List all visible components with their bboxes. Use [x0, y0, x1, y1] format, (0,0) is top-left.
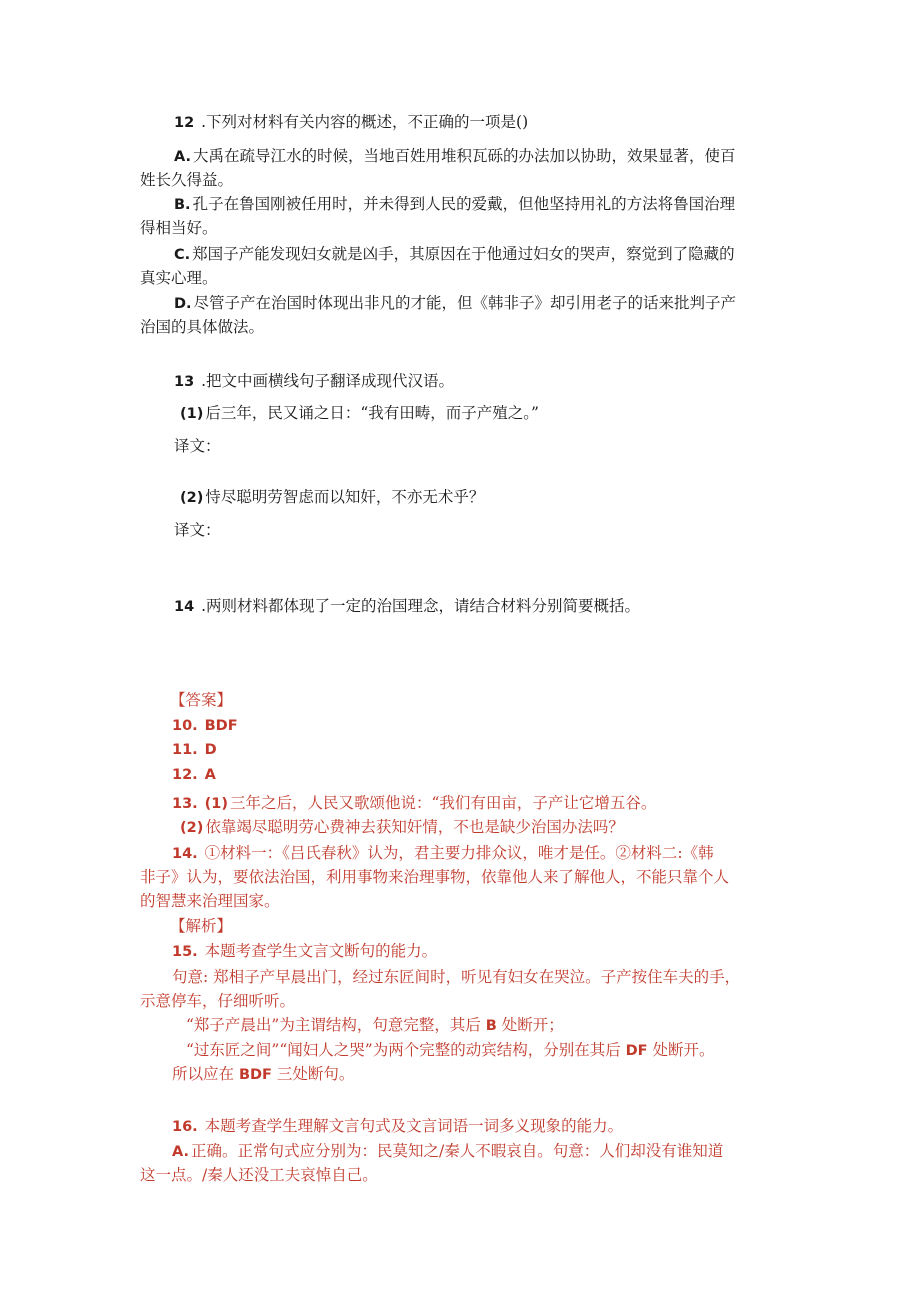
- q12-option-d: D. 尽管子产在治国时体现出非凡的才能，但《韩非子》却引用老子的话来批判子产: [174, 294, 737, 312]
- analysis-16: 16. 本题考查学生理解文言句式及文言词语一词多义现象的能力。: [172, 1117, 624, 1135]
- answer-13-1: 13. (1) 三年之后，人民又歌颂他说：“我们有田亩，子产让它增五谷。: [172, 794, 657, 812]
- q12-stem: 12 .下列对材料有关内容的概述，不正确的一项是(): [174, 113, 529, 131]
- q13-sentence-2: (2) 恃尽聪明劳智虑而以知奸，不亦无术乎？: [180, 488, 485, 506]
- answer-10: 10. BDF: [172, 718, 238, 734]
- analysis-15-point-2: “过东匠之间”“闻妇人之哭”为两个完整的动宾结构，分别在其后 DF 处断开。: [186, 1041, 715, 1059]
- analysis-15-meaning-cont: 示意停车，仔细听听。: [140, 992, 296, 1010]
- q13-sentence-1: (1) 后三年，民又诵之日：“我有田畴，而子产殖之。”: [180, 404, 539, 422]
- q13-translation-label-1: 译文：: [174, 437, 221, 455]
- answer-14-cont-2: 的智慧来治理国家。: [140, 892, 280, 910]
- q12-option-b: B. 孔子在鲁国刚被任用时，并未得到人民的爱戴，但他坚持用礼的方法将鲁国治理: [174, 195, 736, 213]
- analysis-15: 15. 本题考查学生文言文断句的能力。: [172, 942, 438, 960]
- q12-option-c-cont: 真实心理。: [140, 269, 218, 287]
- q14-stem: 14 .两则材料都体现了一定的治国理念，请结合材料分别简要概括。: [174, 597, 641, 615]
- answer-13-2: (2) 依靠竭尽聪明劳心费神去获知奸情，不也是缺少治国办法吗？: [180, 818, 624, 836]
- analysis-15-conclusion: 所以应在 BDF 三处断句。: [172, 1065, 355, 1083]
- analysis-15-meaning: 句意: 郑相子产早晨出门，经过东匠间时，听见有妇女在哭泣。子产按住车夫的手，: [172, 968, 741, 986]
- answer-14: 14. ①材料一：《吕氏春秋》认为，君主要力排众议，唯才是任。②材料二:《韩: [172, 844, 714, 862]
- q12-option-b-cont: 得相当好。: [140, 219, 218, 237]
- answer-11: 11. D: [172, 742, 217, 758]
- q13-translation-label-2: 译文：: [174, 521, 221, 539]
- q13-stem: 13 .把文中画横线句子翻译成现代汉语。: [174, 372, 455, 390]
- q12-option-d-cont: 治国的具体做法。: [140, 318, 265, 336]
- analysis-15-point-1: “郑子产晨出”为主谓结构，句意完整，其后 B 处断开；: [186, 1016, 564, 1034]
- q12-option-a-cont: 姓长久得益。: [140, 171, 234, 189]
- analysis-16-a: A. 正确。正常句式应分别为：民莫知之/秦人不暇哀自。句意：人们却没有谁知道: [172, 1142, 724, 1160]
- answer-heading: 【答案】: [170, 691, 233, 709]
- answer-12: 12. A: [172, 767, 216, 783]
- q12-option-c: C. 郑国子产能发现妇女就是凶手，其原因在于他通过妇女的哭声，察觉到了隐藏的: [174, 245, 735, 263]
- analysis-16-a-cont: 这一点。/秦人还没工夫哀悼自己。: [140, 1166, 378, 1184]
- analysis-heading: 【解析】: [170, 917, 233, 935]
- answer-14-cont-1: 非子》认为，要依法治国，利用事物来治理事物，依靠他人来了解他人，不能只靠个人: [140, 868, 730, 886]
- q12-option-a: A. 大禹在疏导江水的时候，当地百姓用堆积瓦砾的办法加以协助，效果显著，使百: [174, 147, 736, 165]
